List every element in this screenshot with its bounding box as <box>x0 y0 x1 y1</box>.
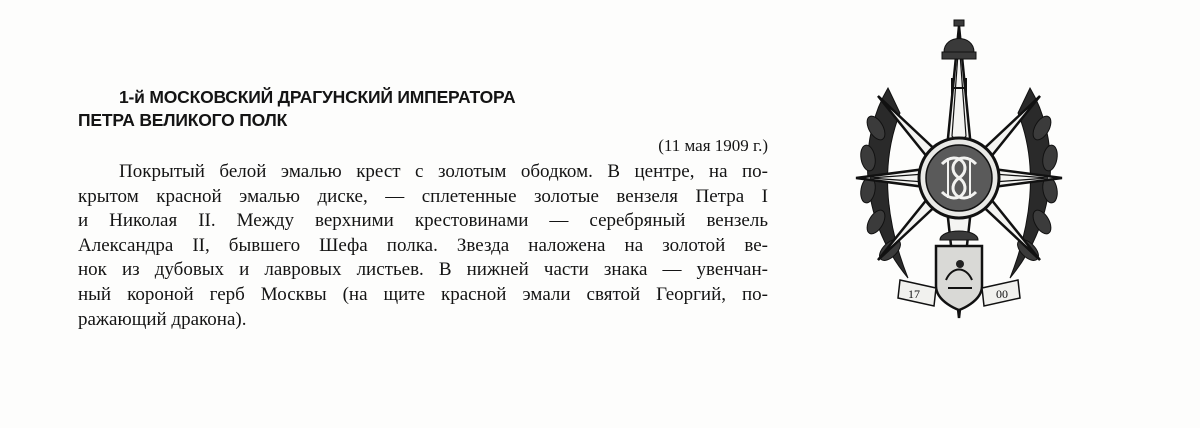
description-line: ный короной герб Москвы (на щите красной эмали святой Георгий, по- <box>78 283 768 305</box>
regiment-title <box>78 86 638 132</box>
crown-icon <box>942 20 976 59</box>
badge-description <box>78 160 778 332</box>
ribbon-year-right: 00 <box>996 287 1008 301</box>
ribbon-year-left: 17 <box>908 287 920 301</box>
approval-date: (11 мая 1909 г.) <box>658 136 768 155</box>
description-line: ражающий дракона). <box>78 308 247 330</box>
description-line: нок из дубовых и лавровых листьев. В нижней части знака — увенчан- <box>78 259 768 281</box>
central-disc-icon <box>919 138 999 218</box>
description-line: Александра II, бывшего Шефа полка. Звезда наложена на золотой ве- <box>78 234 768 256</box>
description-line: и Николая II. Между верхними крестовинами — серебряный вензель <box>78 210 768 232</box>
regimental-badge-icon <box>848 18 1070 330</box>
regiment-title-line-2: ПЕТРА ВЕЛИКОГО ПОЛК <box>78 110 288 130</box>
description-line: Покрытый белой эмалью крест с золотым ободком. В центре, на по- <box>119 161 768 182</box>
description-line: крытом красной эмалью диске, — сплетенные золотые вензеля Петра I <box>78 185 768 207</box>
regiment-title-line-1: 1-й МОСКОВСКИЙ ДРАГУНСКИЙ ИМПЕРАТОРА <box>119 87 516 107</box>
